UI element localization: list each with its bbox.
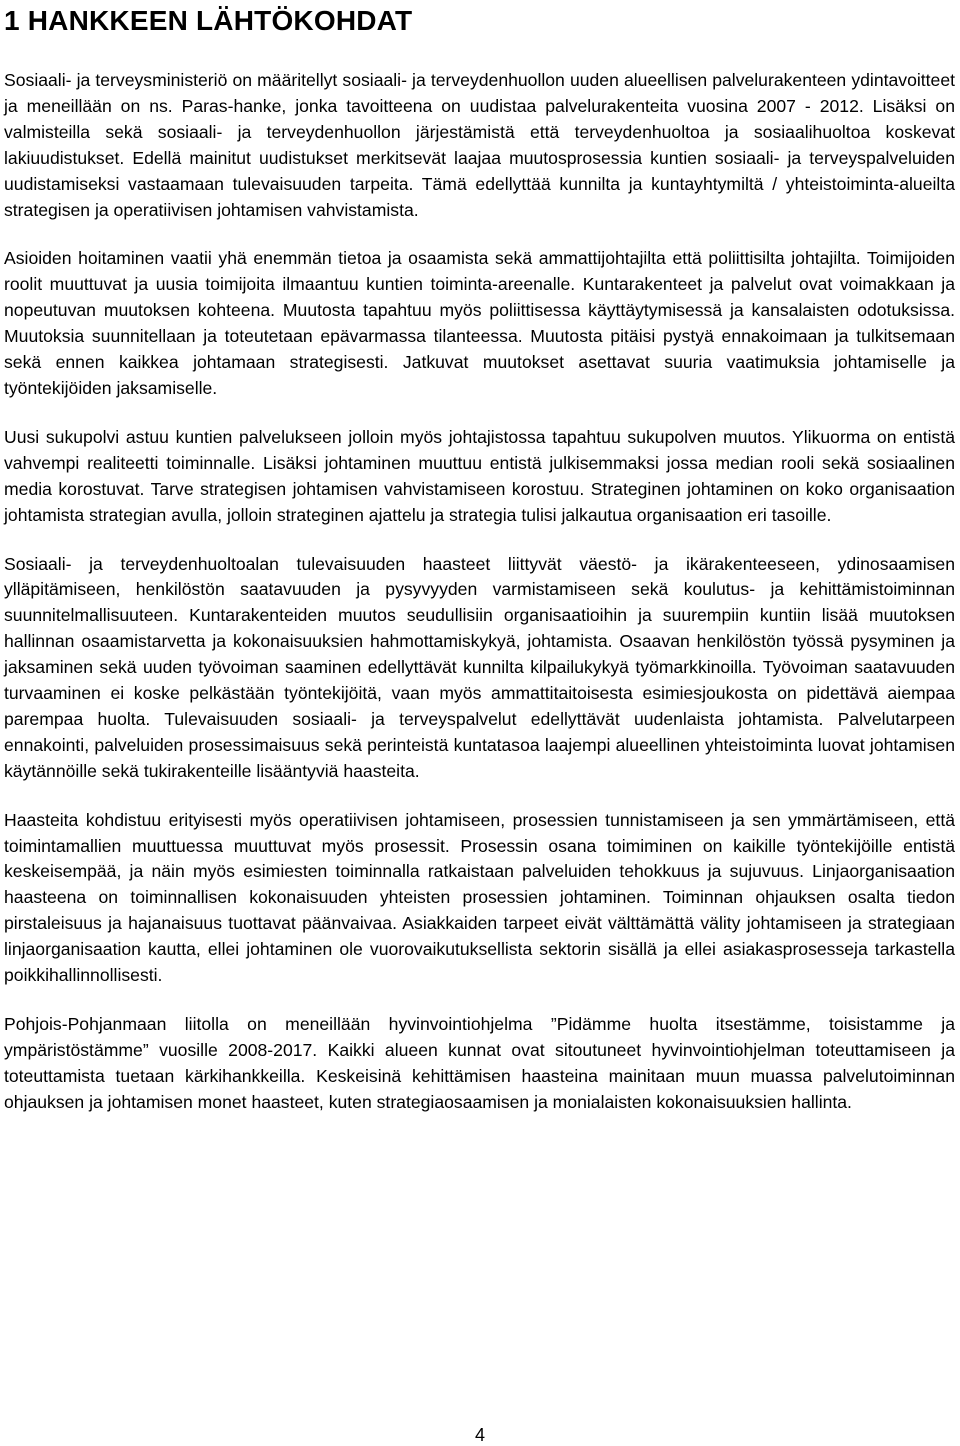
paragraph-6: Pohjois-Pohjanmaan liitolla on meneillään hyvinvointiohjelma ”Pidämme huolta itsestämme, toisistamme ja ympäristöstämme” vuosille 2008-2017. Kaikki alueen kunnat ovat sitoutuneet hyvinvointiohjelman toteuttamiseen ja toteuttamista tuetaan kärkihankkeilla. Keskeisinä kehittämisen haasteina mainitaan muun muassa palvelutoiminnan ohjauksen ja johtamisen monet haasteet, kuten strategiaosaamisen ja monialaisten kokonaisuuksien hallinta. <box>4 1014 955 1112</box>
paragraph-2: Asioiden hoitaminen vaatii yhä enemmän tietoa ja osaamista sekä ammattijohtajilta että poliittisilta johtajilta. Toimijoiden roolit muuttuvat ja uusia toimijoita ilmaantuu kuntien toiminta-areenalle. Kuntarakenteet ja palvelut ovat voimakkaan ja nopeutuvan muutoksen kohteena. Muutosta tapahtuu myös poliittisessa käyttäytymisessä ja kansalaisten odotuksissa. Muutoksia suunnitellaan ja toteutetaan epävarmassa tilanteessa. Muutosta pitäisi pystyä ennakoimaan ja tulkitsemaan sekä ennen kaikkea johtamaan strategisesti. Jatkuvat muutokset asettavat suuria vaatimuksia johtamiselle ja työntekijöiden jaksamiselle. <box>4 248 955 398</box>
page-number: 4 <box>474 1425 485 1445</box>
body-text <box>4 68 955 1139</box>
section-heading: 1 HANKKEEN LÄHTÖKOHDAT <box>4 5 413 36</box>
paragraph-3: Uusi sukupolvi astuu kuntien palvelukseen jolloin myös johtajistossa tapahtuu sukupolven muutos. Ylikuorma on entistä vahvempi realiteetti toiminnalle. Lisäksi johtaminen muuttuu entistä julkisemmaksi jossa median rooli sekä sosiaalinen media korostuvat. Tarve strategisen johtamisen vahvistamiseen korostuu. Strateginen johtaminen on koko organisaation johtamista strategian avulla, jolloin strateginen ajattelu ja strategia tulisi jalkautua organisaation eri tasoille. <box>4 426 955 525</box>
paragraph-4: Sosiaali- ja terveydenhuoltoalan tulevaisuuden haasteet liittyvät väestö- ja ikärakenteeseen, ydinosaamisen ylläpitämiseen, henkilöstön saatavuuden ja pysyvyyden varmistamiseen sekä koulutus- ja kehittämistoiminnan suunnitelmallisuuteen. Kuntarakenteiden muutos seudullisiin organisaatioihin ja suurempiin kuntiin lisää muutoksen hallinnan osaamistarvetta ja kokonaisuuksien hahmottamiskykyä, johtamista. Osaavan henkilöstön työssä pysyminen ja jaksaminen sekä uuden työvoiman saaminen edellyttävät kunnilta kilpailukykyä työmarkkinoilla. Työvoiman saatavuuden turvaaminen ei koske pelkästään työntekijöitä, vaan myös ammattitaitoisesta esimiesjoukosta on pidettävä aiempaa parempaa huolta. Tulevaisuuden sosiaali- ja terveyspalvelut edellyttävät uudenlaista johtamista. Palvelutarpeen ennakointi, palveluiden prosessimaisuus sekä perinteistä kuntatasoa laajempi alueellinen yhteistoiminta luovat johtamisen käytännöille sekä tukirakenteille lisääntyviä haasteita. <box>4 553 955 781</box>
paragraph-1: Sosiaali- ja terveysministeriö on määritellyt sosiaali- ja terveydenhuollon uuden alueellisen palvelurakenteen ydintavoitteet ja meneillään on ns. Paras-hanke, jonka tavoitteena on uudistaa palvelurakenteita vuosina 2007 - 2012. Lisäksi on valmisteilla sekä sosiaali- ja terveydenhuollon järjestämistä että terveydenhuoltoa ja sosiaalihuoltoa koskevat lakiuudistukset. Edellä mainitut uudistukset merkitsevät laajaa muutosprosessia kuntien sosiaali- ja terveyspalveluiden uudistamiseksi vastaamaan tulevaisuuden tarpeita. Tämä edellyttää kunnilta ja kuntayhtymiltä / yhteistoiminta-alueilta strategisen ja operatiivisen johtamisen vahvistamista. <box>4 70 955 220</box>
paragraph-5: Haasteita kohdistuu erityisesti myös operatiivisen johtamiseen, prosessien tunnistamiseen ja sen ymmärtämiseen, että toimintamallien muuttuessa muuttuvat myös prosessit. Prosessin osana toimiminen on kaikille työntekijöille entistä keskeisempää, ja näin myös esimiesten toiminnalla ratkaistaan palveluiden tehokkuus ja sujuvuus. Linjaorganisaation haasteena on toiminnallisen kokonaisuuden yhteisten prosessien johtaminen. Toiminnan ohjauksen osalta tiedon pirstaleisuus ja hajanaisuus tuottavat päänvaivaa. Asiakkaiden tarpeet eivät välttämättä välity johtamiseen ja strategiaan linjaorganisaation kautta, ellei johtaminen ole vuorovaikutuksellista sektorin sisällä ja ellei asiakasprosesseja tarkastella poikkihallinnollisesti. <box>4 809 955 986</box>
